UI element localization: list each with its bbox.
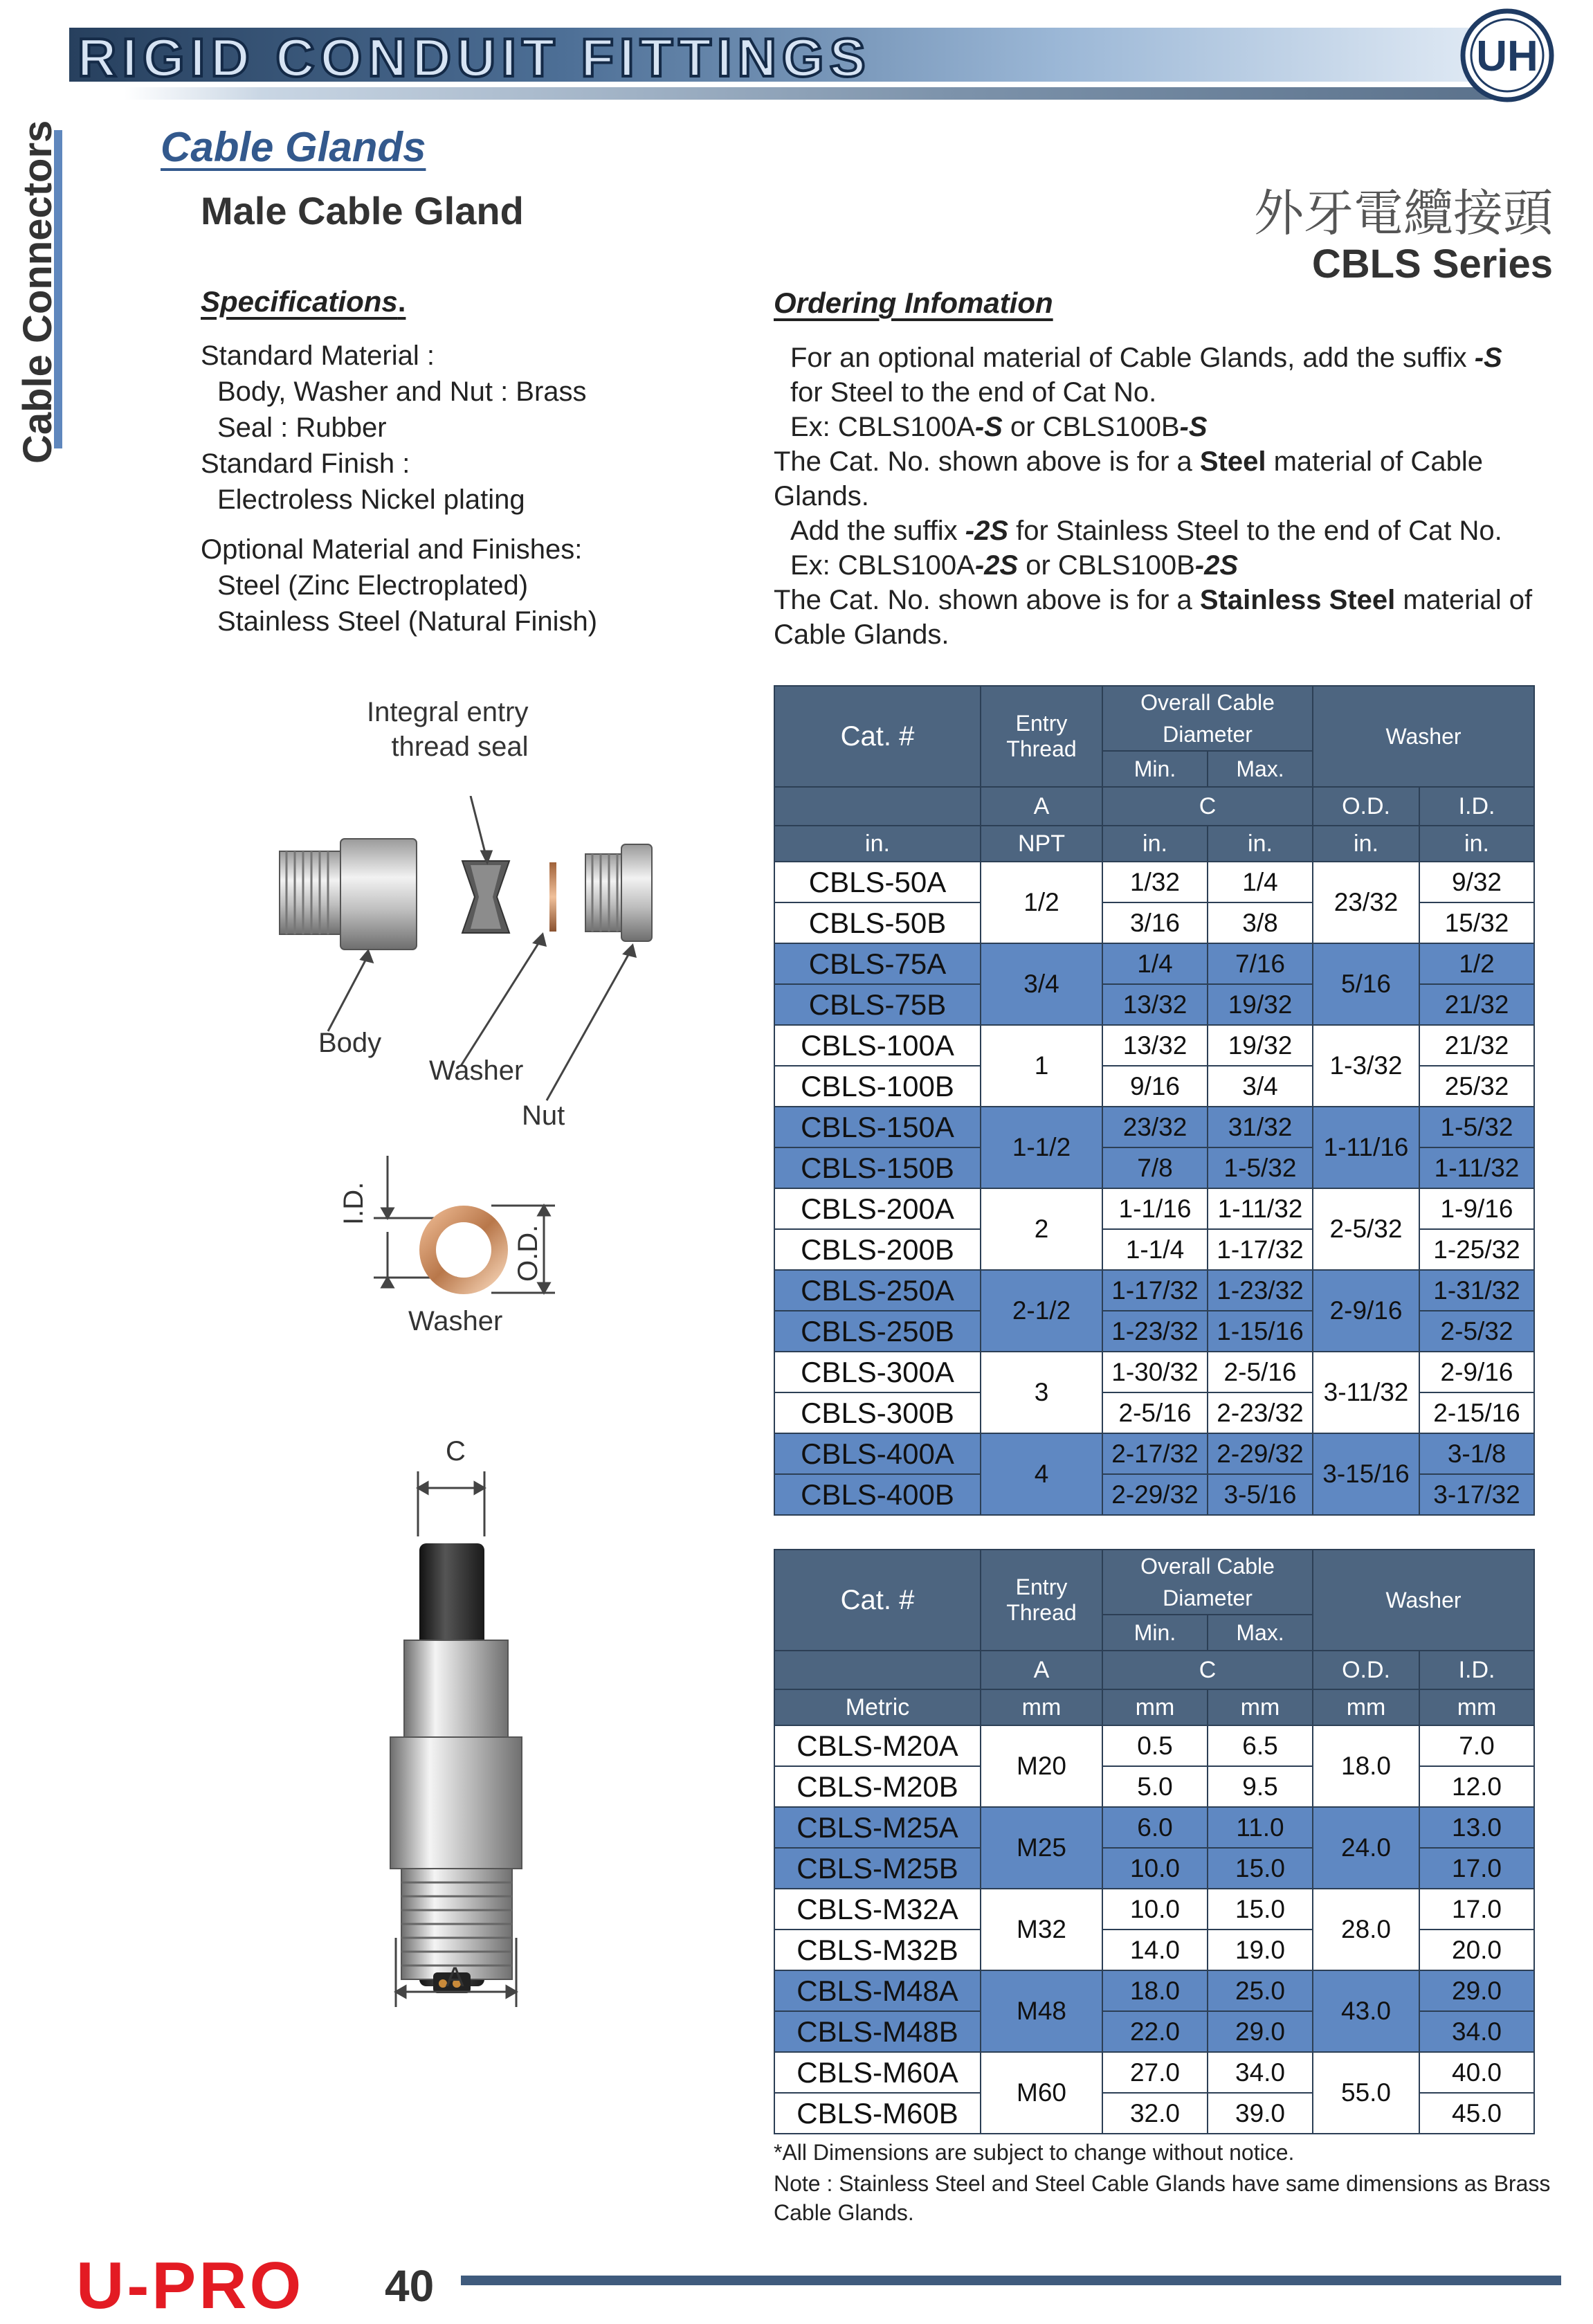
col-letter-a: A [981, 1651, 1102, 1689]
od-cell: 5/16 [1313, 943, 1419, 1025]
max-cell: 25.0 [1208, 1970, 1313, 2011]
od-cell: 2-5/32 [1313, 1188, 1419, 1270]
table-row [774, 1848, 1534, 1889]
max-cell: 31/32 [1208, 1107, 1313, 1147]
col-header-entry-line2: Thread [1006, 736, 1077, 761]
id-cell: 45.0 [1419, 2093, 1534, 2134]
cat-cell: CBLS-75A [774, 943, 981, 984]
thread-cell: M20 [981, 1725, 1102, 1807]
min-cell: 2-5/16 [1102, 1392, 1208, 1433]
max-cell: 1-5/32 [1208, 1147, 1313, 1188]
cat-cell: CBLS-M48B [774, 2011, 981, 2052]
chinese-title: 外牙電纜接頭 [1253, 184, 1553, 242]
table-row [774, 1270, 1534, 1311]
cat-cell: CBLS-200A [774, 1188, 981, 1229]
cat-cell: CBLS-250A [774, 1270, 981, 1311]
page-title: RIGID CONDUIT FITTINGS [78, 27, 871, 88]
cat-cell: CBLS-M25B [774, 1848, 981, 1889]
min-cell: 0.5 [1102, 1725, 1208, 1766]
example-suffix: -2S [974, 550, 1019, 581]
min-cell: 1/32 [1102, 862, 1208, 902]
col-header-entry-thread [981, 1550, 1102, 1651]
min-cell: 2-17/32 [1102, 1433, 1208, 1474]
unit-cell: mm [1102, 1689, 1208, 1725]
col-letter-od: O.D. [1313, 787, 1419, 826]
col-header-overall-line2: Diameter [1163, 1586, 1253, 1610]
od-cell: 43.0 [1313, 1970, 1419, 2052]
min-cell: 1-1/16 [1102, 1188, 1208, 1229]
col-letter-blank [774, 1651, 981, 1689]
col-header-overall-line1: Overall Cable [1140, 1554, 1275, 1579]
cat-cell: CBLS-75B [774, 984, 981, 1025]
ordering-text-run: material of Cable Glands. [774, 585, 1533, 650]
thread-cell: 3 [981, 1352, 1102, 1433]
cat-cell: CBLS-M20A [774, 1725, 981, 1766]
unit-cell: mm [1419, 1689, 1534, 1725]
unit-cell: in. [774, 826, 981, 862]
min-cell: 1/4 [1102, 943, 1208, 984]
col-letter-a: A [981, 787, 1102, 826]
cat-cell: CBLS-100A [774, 1025, 981, 1066]
washer-edge [549, 862, 556, 932]
max-cell: 7/16 [1208, 943, 1313, 984]
col-header-overall [1102, 686, 1313, 751]
thread-cell: 3/4 [981, 943, 1102, 1025]
id-cell: 21/32 [1419, 1025, 1534, 1066]
col-header-min: Min. [1102, 1615, 1208, 1651]
id-cell: 13.0 [1419, 1807, 1534, 1848]
max-cell: 2-23/32 [1208, 1392, 1313, 1433]
id-cell: 3-1/8 [1419, 1433, 1534, 1474]
unit-cell: NPT [981, 826, 1102, 862]
od-cell: 1-11/16 [1313, 1107, 1419, 1188]
min-cell: 27.0 [1102, 2052, 1208, 2093]
max-cell: 1-23/32 [1208, 1270, 1313, 1311]
gland-body [390, 1737, 522, 1869]
ordering-text-run: For an optional material of Cable Glands, add the suffix [790, 343, 1475, 373]
col-letter-id: I.D. [1419, 787, 1534, 826]
col-header-entry-line1: Entry [1015, 711, 1068, 736]
example-text: or CBLS100B [1002, 412, 1180, 442]
thread-cell: 1 [981, 1025, 1102, 1107]
max-cell: 19/32 [1208, 1025, 1313, 1066]
unit-cell: in. [1419, 826, 1534, 862]
id-cell: 1-5/32 [1419, 1107, 1534, 1147]
col-header-max: Max. [1208, 1615, 1313, 1651]
thread-cell: M32 [981, 1889, 1102, 1970]
cat-cell: CBLS-150A [774, 1107, 981, 1147]
ordering-line [774, 444, 1563, 514]
table-row [774, 1766, 1534, 1807]
col-header-overall-line1: Overall Cable [1140, 690, 1275, 715]
max-cell: 9.5 [1208, 1766, 1313, 1807]
spec-line: Body, Washer and Nut : Brass [217, 376, 587, 407]
spec-line: Stainless Steel (Natural Finish) [217, 606, 598, 637]
max-cell: 3-5/16 [1208, 1474, 1313, 1515]
col-letter-c: C [1102, 1651, 1313, 1689]
od-cell: 55.0 [1313, 2052, 1419, 2134]
table-row [774, 943, 1534, 984]
cat-cell: CBLS-M32B [774, 1930, 981, 1970]
example-text: or CBLS100B [1018, 550, 1195, 581]
col-header-overall-line2: Diameter [1163, 722, 1253, 747]
col-letter-id: I.D. [1419, 1651, 1534, 1689]
col-header-entry-line1: Entry [1015, 1574, 1068, 1599]
ordering-text-run: The Cat. No. shown above is for a [774, 446, 1200, 477]
cat-cell: CBLS-300A [774, 1352, 981, 1392]
col-header-entry-thread [981, 686, 1102, 787]
col-letter-blank [774, 787, 981, 826]
cat-cell: CBLS-200B [774, 1229, 981, 1270]
cat-cell: CBLS-150B [774, 1147, 981, 1188]
cat-cell: CBLS-250B [774, 1311, 981, 1352]
id-cell: 2-9/16 [1419, 1352, 1534, 1392]
spec-line: Electroless Nickel plating [217, 484, 525, 515]
ordering-line [774, 583, 1563, 652]
min-cell: 1-1/4 [1102, 1229, 1208, 1270]
col-header-cat: Cat. # [774, 1550, 981, 1651]
table-row [774, 902, 1534, 943]
ordering-text-run: The Cat. No. shown above is for a [774, 585, 1200, 615]
thread-cell: 1-1/2 [981, 1107, 1102, 1188]
min-cell: 3/16 [1102, 902, 1208, 943]
id-cell: 34.0 [1419, 2011, 1534, 2052]
cat-cell: CBLS-50B [774, 902, 981, 943]
cat-cell: CBLS-400B [774, 1474, 981, 1515]
table-row [774, 1229, 1534, 1270]
spec-line: Standard Finish : [201, 448, 410, 479]
min-cell: 32.0 [1102, 2093, 1208, 2134]
cat-cell: CBLS-300B [774, 1392, 981, 1433]
label-od: O.D. [513, 1224, 543, 1282]
suffix-steel: -S [1474, 343, 1502, 373]
id-cell: 1-9/16 [1419, 1188, 1534, 1229]
label-body: Body [318, 1028, 382, 1058]
exploded-parts-diagram [263, 796, 692, 1183]
spec-line: Seal : Rubber [217, 412, 387, 443]
cat-cell: CBLS-50A [774, 862, 981, 902]
footer-logo: U-PRO [76, 2249, 304, 2323]
min-cell: 2-29/32 [1102, 1474, 1208, 1515]
unit-cell: mm [981, 1689, 1102, 1725]
label-id: I.D. [338, 1181, 369, 1225]
label-integral-line1: Integral entry [367, 697, 529, 727]
section-heading: Cable Glands [161, 124, 426, 170]
material-steel: Steel [1199, 446, 1266, 477]
unit-cell: mm [1208, 1689, 1313, 1725]
cat-cell: CBLS-100B [774, 1066, 981, 1107]
id-cell: 3-17/32 [1419, 1474, 1534, 1515]
table-row [774, 2052, 1534, 2093]
id-cell: 2-15/16 [1419, 1392, 1534, 1433]
specifications-list [201, 338, 597, 639]
min-cell: 18.0 [1102, 1970, 1208, 2011]
ordering-heading: Ordering Infomation [774, 287, 1053, 319]
thread-cell: 4 [981, 1433, 1102, 1515]
col-header-entry-line2: Thread [1006, 1600, 1077, 1625]
table-row [774, 1188, 1534, 1229]
ordering-text [774, 341, 1563, 652]
thread-cell: M48 [981, 1970, 1102, 2052]
unit-cell: mm [1313, 1689, 1419, 1725]
side-tab-label: Cable Connectors [15, 120, 60, 464]
assembled-gland-diagram [346, 1433, 567, 2014]
cat-cell: CBLS-M25A [774, 1807, 981, 1848]
table-row [774, 1025, 1534, 1066]
max-cell: 2-5/16 [1208, 1352, 1313, 1392]
ordering-text-run: Add the suffix [790, 516, 965, 546]
col-header-washer: Washer [1313, 1550, 1534, 1651]
id-cell: 9/32 [1419, 862, 1534, 902]
table-row [774, 862, 1534, 902]
col-header-min: Min. [1102, 751, 1208, 787]
id-cell: 2-5/32 [1419, 1311, 1534, 1352]
od-cell: 23/32 [1313, 862, 1419, 943]
unit-cell: in. [1208, 826, 1313, 862]
max-cell: 11.0 [1208, 1807, 1313, 1848]
id-cell: 1-25/32 [1419, 1229, 1534, 1270]
min-cell: 14.0 [1102, 1930, 1208, 1970]
table-row [774, 1147, 1534, 1188]
table-row [774, 1066, 1534, 1107]
table-row [774, 1807, 1534, 1848]
id-cell: 20.0 [1419, 1930, 1534, 1970]
brand-logo-icon [1459, 7, 1556, 104]
min-cell: 23/32 [1102, 1107, 1208, 1147]
brand-mark-text: UH [1476, 33, 1538, 80]
cat-cell: CBLS-M60A [774, 2052, 981, 2093]
unit-cell: in. [1313, 826, 1419, 862]
max-cell: 39.0 [1208, 2093, 1313, 2134]
id-cell: 25/32 [1419, 1066, 1534, 1107]
example-text: Ex: CBLS100A [790, 412, 975, 442]
od-cell: 2-9/16 [1313, 1270, 1419, 1352]
thread-cell: 2 [981, 1188, 1102, 1270]
max-cell: 6.5 [1208, 1725, 1313, 1766]
table-row [774, 1474, 1534, 1515]
min-cell: 1-23/32 [1102, 1311, 1208, 1352]
col-header-max: Max. [1208, 751, 1313, 787]
id-cell: 40.0 [1419, 2052, 1534, 2093]
min-cell: 13/32 [1102, 1025, 1208, 1066]
specifications-heading [201, 285, 406, 318]
max-cell: 29.0 [1208, 2011, 1313, 2052]
table-row [774, 1433, 1534, 1474]
id-cell: 17.0 [1419, 1848, 1534, 1889]
min-cell: 1-17/32 [1102, 1270, 1208, 1311]
ordering-text-run: material of Cable Glands. [774, 446, 1483, 511]
inch-spec-table [774, 685, 1535, 1516]
table-row [774, 1970, 1534, 2011]
min-cell: 5.0 [1102, 1766, 1208, 1807]
min-cell: 22.0 [1102, 2011, 1208, 2052]
max-cell: 1/4 [1208, 862, 1313, 902]
example-text: Ex: CBLS100A [790, 550, 975, 581]
cat-cell: CBLS-M20B [774, 1766, 981, 1807]
id-cell: 1-31/32 [1419, 1270, 1534, 1311]
id-cell: 21/32 [1419, 984, 1534, 1025]
washer-ring [428, 1214, 500, 1286]
example-suffix: -S [1179, 412, 1208, 442]
label-dim-c: C [446, 1436, 466, 1467]
unit-cell: in. [1102, 826, 1208, 862]
max-cell: 2-29/32 [1208, 1433, 1313, 1474]
cat-cell: CBLS-M32A [774, 1889, 981, 1930]
label-washer-caption: Washer [408, 1306, 503, 1336]
material-stainless: Stainless Steel [1199, 585, 1396, 615]
min-cell: 10.0 [1102, 1889, 1208, 1930]
id-cell: 29.0 [1419, 1970, 1534, 2011]
min-cell: 10.0 [1102, 1848, 1208, 1889]
max-cell: 3/4 [1208, 1066, 1313, 1107]
od-cell: 3-15/16 [1313, 1433, 1419, 1515]
specifications-heading-suffix: . [397, 285, 406, 318]
table-row [774, 1930, 1534, 1970]
max-cell: 19/32 [1208, 984, 1313, 1025]
label-integral-entry [367, 695, 528, 764]
body-part [280, 839, 417, 950]
max-cell: 19.0 [1208, 1930, 1313, 1970]
cat-cell: CBLS-400A [774, 1433, 981, 1474]
od-cell: 28.0 [1313, 1889, 1419, 1970]
series-title: CBLS Series [1311, 242, 1553, 287]
table-row [774, 1725, 1534, 1766]
seal-part [462, 861, 509, 933]
col-header-cat: Cat. # [774, 686, 981, 787]
ordering-line: for Steel to the end of Cat No. [790, 377, 1157, 408]
table-row [774, 1107, 1534, 1147]
spec-line: Standard Material : [201, 341, 435, 371]
table-row [774, 984, 1534, 1025]
id-cell: 17.0 [1419, 1889, 1534, 1930]
washer-diagram [318, 1149, 595, 1356]
thread-cell: M60 [981, 2052, 1102, 2134]
ordering-text-run: for Stainless Steel to the end of Cat No. [1008, 516, 1502, 546]
min-cell: 9/16 [1102, 1066, 1208, 1107]
id-cell: 12.0 [1419, 1766, 1534, 1807]
label-integral-line2: thread seal [391, 732, 529, 762]
od-cell: 3-11/32 [1313, 1352, 1419, 1433]
col-letter-od: O.D. [1313, 1651, 1419, 1689]
table-row [774, 1392, 1534, 1433]
cat-cell: CBLS-M48A [774, 1970, 981, 2011]
spec-line: Optional Material and Finishes: [201, 534, 583, 565]
id-cell: 1-11/32 [1419, 1147, 1534, 1188]
table-row [774, 1889, 1534, 1930]
product-title: Male Cable Gland [201, 189, 524, 233]
footnote-note: Note : Stainless Steel and Steel Cable Glands have same dimensions as Brass Cable Glands. [774, 2171, 1551, 2225]
max-cell: 15.0 [1208, 1889, 1313, 1930]
max-cell: 1-15/16 [1208, 1311, 1313, 1352]
thread-cell: 2-1/2 [981, 1270, 1102, 1352]
table-row [774, 1352, 1534, 1392]
min-cell: 13/32 [1102, 984, 1208, 1025]
ordering-example [774, 410, 1563, 444]
max-cell: 15.0 [1208, 1848, 1313, 1889]
ordering-line [774, 341, 1563, 375]
ordering-line [774, 514, 1563, 548]
col-header-overall [1102, 1550, 1313, 1615]
nut-part [585, 844, 652, 941]
table-row [774, 1311, 1534, 1352]
od-cell: 18.0 [1313, 1725, 1419, 1807]
thread-cell: 1/2 [981, 862, 1102, 943]
max-cell: 3/8 [1208, 902, 1313, 943]
page-number: 40 [385, 2261, 435, 2311]
specifications-heading-text: Specifications [201, 285, 398, 318]
label-dim-a: A [446, 1962, 464, 1992]
id-cell: 7.0 [1419, 1725, 1534, 1766]
footer-rule [461, 2276, 1561, 2285]
col-header-washer: Washer [1313, 686, 1534, 787]
gland-nut [404, 1640, 508, 1744]
example-suffix: -2S [1194, 550, 1239, 581]
min-cell: 1-30/32 [1102, 1352, 1208, 1392]
example-suffix: -S [974, 412, 1003, 442]
od-cell: 1-3/32 [1313, 1025, 1419, 1107]
min-cell: 6.0 [1102, 1807, 1208, 1848]
max-cell: 1-17/32 [1208, 1229, 1313, 1270]
min-cell: 7/8 [1102, 1147, 1208, 1188]
table-row [774, 2011, 1534, 2052]
table-row [774, 2093, 1534, 2134]
footnote-dimensions: *All Dimensions are subject to change without notice. [774, 2140, 1295, 2165]
ordering-example [774, 548, 1563, 583]
od-cell: 24.0 [1313, 1807, 1419, 1889]
col-letter-c: C [1102, 787, 1313, 826]
cat-cell: CBLS-M60B [774, 2093, 981, 2134]
thread-cell: M25 [981, 1807, 1102, 1889]
spec-line: Steel (Zinc Electroplated) [217, 570, 529, 601]
suffix-stainless: -2S [965, 516, 1009, 546]
label-nut: Nut [522, 1100, 565, 1131]
id-cell: 1/2 [1419, 943, 1534, 984]
max-cell: 34.0 [1208, 2052, 1313, 2093]
metric-spec-table [774, 1549, 1535, 2134]
id-cell: 15/32 [1419, 902, 1534, 943]
unit-cell: Metric [774, 1689, 981, 1725]
max-cell: 1-11/32 [1208, 1188, 1313, 1229]
label-washer: Washer [429, 1055, 524, 1086]
